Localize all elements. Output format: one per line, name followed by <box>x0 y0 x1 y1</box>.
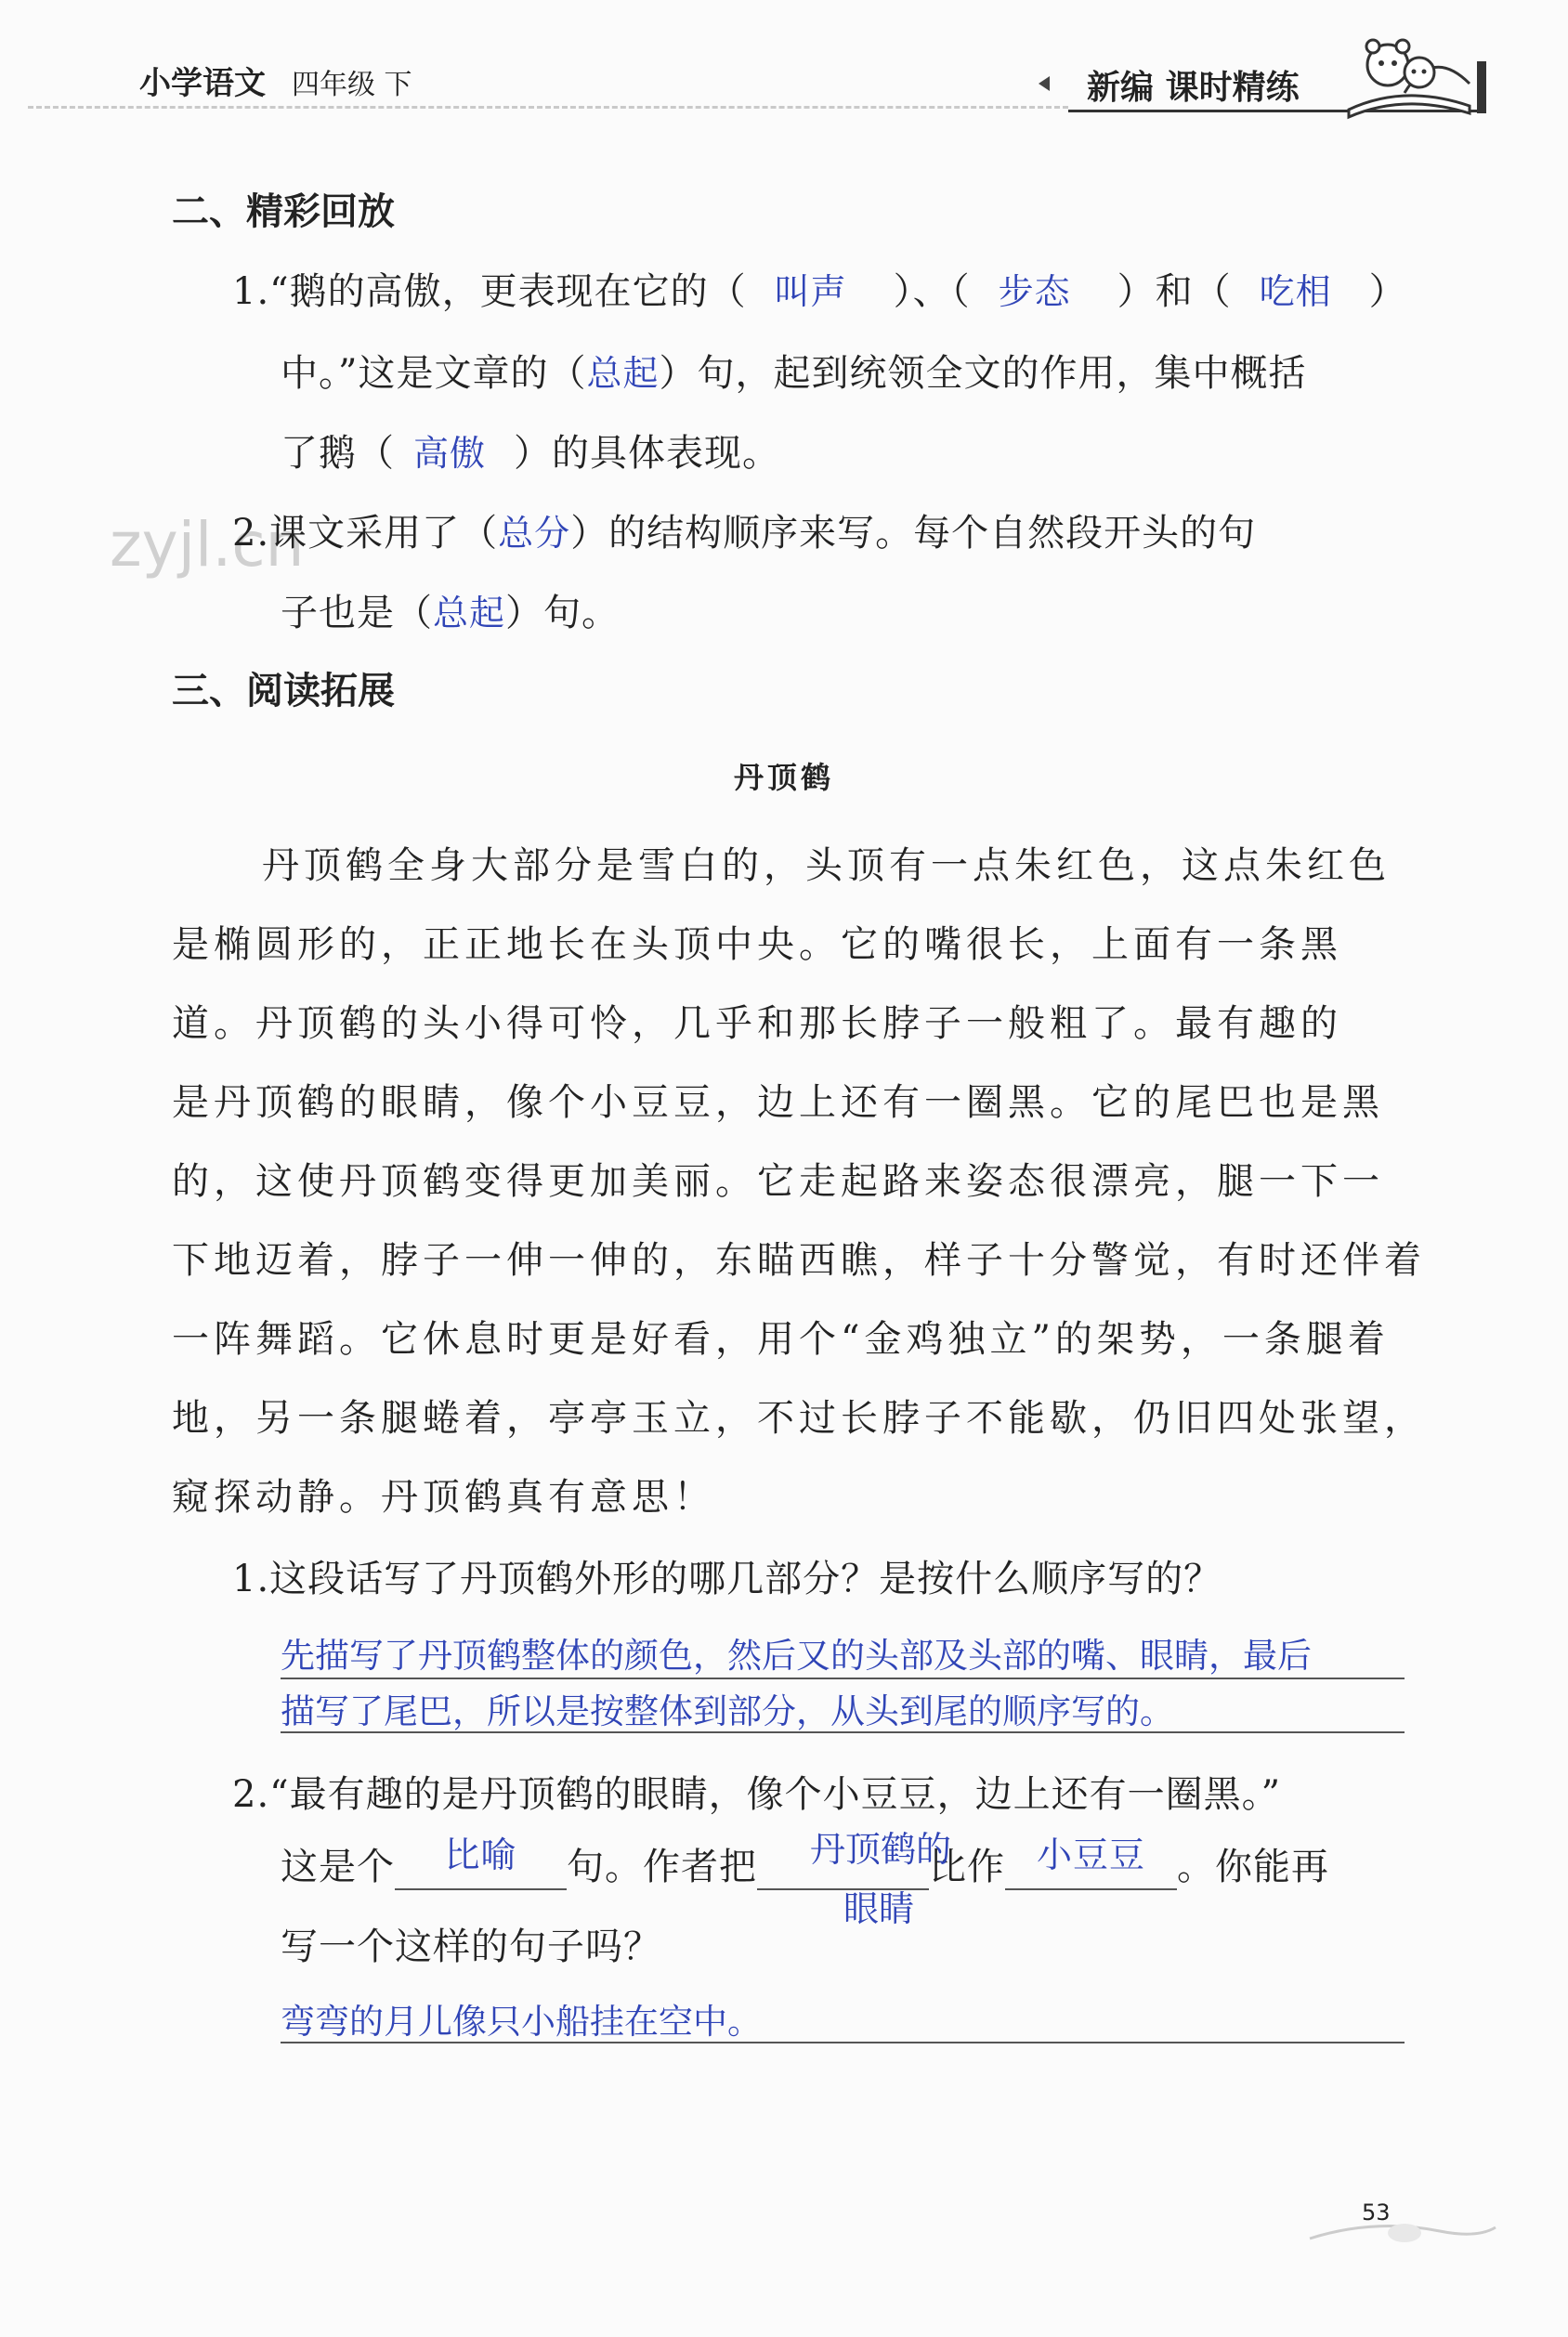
header-arrow-icon <box>1039 76 1050 91</box>
question-2-2-line-2: 子也是（总起）句。 <box>281 592 621 634</box>
answer-rule <box>281 1678 1405 1679</box>
question-3-1: 1.这段话写了丹顶鹤外形的哪几部分？是按什么顺序写的？ <box>232 1558 1222 1600</box>
page-number: 53 <box>1362 2200 1391 2226</box>
answer-topic-sentence: 总起 <box>586 353 660 394</box>
header-series-a: 新编 <box>1087 69 1155 107</box>
header-series-b: 课时精练 <box>1165 68 1300 107</box>
passage-line-3: 道。丹顶鹤的头小得可怜，几乎和那长脖子一般粗了。最有趣的 <box>172 1002 1342 1045</box>
header-grade: 四年级 下 <box>292 69 412 101</box>
passage-line-7: 一阵舞蹈。它休息时更是好看，用个“金鸡独立”的架势，一条腿着 <box>172 1318 1390 1361</box>
answer-3-1-line-2: 描写了尾巴，所以是按整体到部分，从头到尾的顺序写的。 <box>281 1691 1174 1731</box>
question-2-1-line-3: 了鹅（ 高傲 ）的具体表现。 <box>281 432 781 475</box>
blank-compared-to: 小豆豆 <box>1005 1837 1177 1890</box>
passage-line-9: 窥探动静。丹顶鹤真有意思！ <box>172 1476 715 1519</box>
header-series-name <box>1087 61 1300 109</box>
header-subject: 小学语文 <box>139 65 266 102</box>
header-dashed-rule <box>28 106 1068 109</box>
answer-3-1-line-1: 先描写了丹顶鹤整体的颜色，然后又的头部及头部的嘴、眼睛，最后 <box>281 1636 1312 1676</box>
page-number-swirl-icon <box>1300 2211 1505 2248</box>
answer-rule <box>281 2042 1405 2043</box>
passage-line-4: 是丹顶鹤的眼睛，像个小豆豆，边上还有一圈黑。它的尾巴也是黑 <box>172 1081 1384 1124</box>
answer-object-line-1: 丹顶鹤的 <box>810 1829 952 1870</box>
answer-3-2-sentence: 弯弯的月儿像只小船挂在空中。 <box>281 2002 762 2042</box>
header-book-title <box>139 58 412 103</box>
answer-gait: 步态 <box>998 271 1071 312</box>
blank-figure-of-speech: 比喻 <box>395 1837 567 1890</box>
passage-line-1: 丹顶鹤全身大部分是雪白的，头顶有一点朱红色，这点朱红色 <box>262 844 1391 887</box>
question-2-2-line-1: 2.课文采用了（总分）的结构顺序来写。每个自然段开头的句 <box>232 512 1257 555</box>
answer-call: 叫声 <box>774 271 847 312</box>
question-3-2-line-2: 这是个 比喻 句。作者把 比作 小豆豆 。你能再 <box>281 1834 1329 1888</box>
passage-line-8: 地，另一条腿蜷着，亭亭玉立，不过长脖子不能歇，仍旧四处张望， <box>172 1397 1426 1440</box>
question-2-1-line-2: 中。”这是文章的（总起）句，起到统领全文的作用，集中概括 <box>281 352 1307 395</box>
passage-line-6: 下地迈着，脖子一伸一伸的，东瞄西瞧，样子十分警觉，有时还伴着 <box>172 1239 1426 1282</box>
question-3-2-line-3: 写一个这样的句子吗？ <box>281 1926 661 1968</box>
section-heading-reading: 三、阅读拓展 <box>172 670 395 712</box>
passage-line-5: 的，这使丹顶鹤变得更加美丽。它走起路来姿态很漂亮，腿一下一 <box>172 1160 1384 1203</box>
watermark: zyjl.cn <box>110 509 305 581</box>
answer-object-line-2: 眼睛 <box>843 1888 915 1929</box>
answer-eating: 吃相 <box>1259 271 1332 312</box>
bear-book-logo-icon <box>1330 28 1479 121</box>
section-heading-review: 二、精彩回放 <box>172 190 395 233</box>
passage-title: 丹顶鹤 <box>733 760 834 795</box>
question-2-1-line-1: 1.“鹅的高傲，更表现在它的（ 叫声 ）、（ 步态 ）和（ 吃相 ） <box>232 270 1407 313</box>
answer-topic-sentence-2: 总起 <box>433 593 506 633</box>
question-3-2-line-1: 2.“最有趣的是丹顶鹤的眼睛，像个小豆豆，边上还有一圈黑。” <box>232 1773 1282 1816</box>
answer-rule <box>281 1731 1405 1733</box>
answer-structure: 总分 <box>498 513 571 554</box>
answer-arrogance: 高傲 <box>413 433 487 474</box>
passage-line-2: 是椭圆形的，正正地长在头顶中央。它的嘴很长，上面有一条黑 <box>172 923 1342 966</box>
